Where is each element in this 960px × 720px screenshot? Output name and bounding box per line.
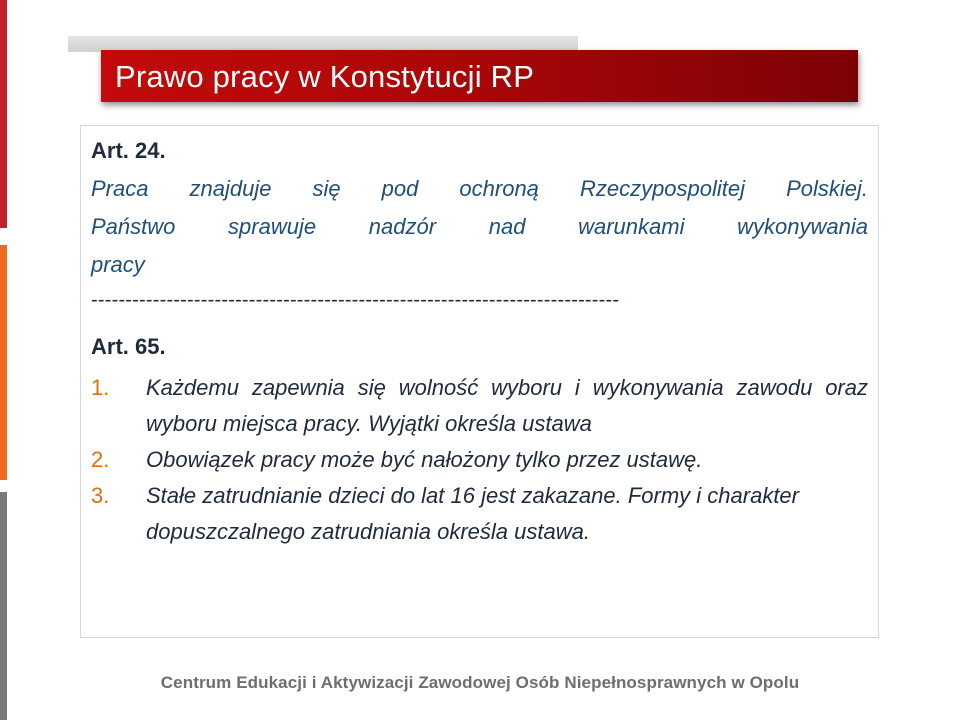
item-number: 2. <box>91 447 110 472</box>
item-number: 3. <box>91 483 110 508</box>
list-item <box>91 370 868 442</box>
page-title: Prawo pracy w Konstytucji RP <box>115 59 535 94</box>
footer-organization: Centrum Edukacji i Aktywizacji Zawodowej Osób Niepełnosprawnych w Opolu <box>160 673 800 692</box>
article-24 <box>91 140 868 284</box>
list-item <box>91 442 868 478</box>
article-items <box>91 370 868 550</box>
item-text: Obowiązek pracy może być nałożony tylko przez ustawę. <box>146 447 703 472</box>
content-box <box>80 125 879 638</box>
section-divider <box>91 290 868 310</box>
article-line: Państwo sprawuje nadzór nad warunkami wykonywania <box>91 214 868 239</box>
left-accent-red <box>0 0 7 228</box>
dashed-divider: ----------------------------------------------------------------------------- <box>91 289 620 311</box>
item-text: Stałe zatrudnianie dzieci do lat 16 jest zakazane. Formy i charakter dopuszczalnego zatrudniania określa ustawa. <box>146 483 799 544</box>
title-bar <box>101 50 858 102</box>
article-body <box>91 170 868 284</box>
article-line: Praca znajduje się pod ochroną Rzeczypospolitej Polskiej. <box>91 176 868 201</box>
item-text: Każdemu zapewnia się wolność wyboru i wykonywania zawodu oraz wyboru miejsca pracy. Wyjątki określa ustawa <box>146 375 868 436</box>
list-item <box>91 478 868 550</box>
article-line: pracy <box>91 252 145 277</box>
article-65 <box>91 336 868 550</box>
article-heading: Art. 65. <box>91 334 166 359</box>
item-number: 1. <box>91 375 110 400</box>
article-heading: Art. 24. <box>91 138 166 163</box>
left-accent-orange <box>0 245 7 480</box>
